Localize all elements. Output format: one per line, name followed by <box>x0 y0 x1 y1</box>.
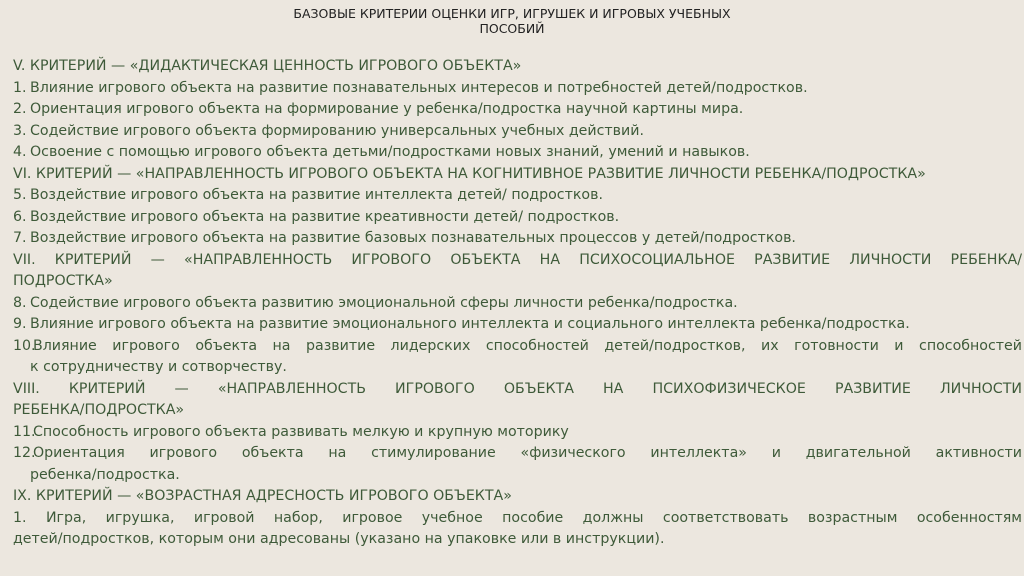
list-item: 6. Воздействие игрового объекта на развитие креативности детей/ подростков. <box>13 208 620 225</box>
page-title <box>0 6 1024 36</box>
title-line-2: ПОСОБИЙ <box>479 21 545 36</box>
criteria-list <box>13 56 1022 551</box>
list-item: 3. Содействие игрового объекта формированию универсальных учебных действий. <box>13 122 644 139</box>
title-line-1: БАЗОВЫЕ КРИТЕРИИ ОЦЕНКИ ИГР, ИГРУШЕК И ИГРОВЫХ УЧЕБНЫХ <box>293 6 731 21</box>
list-item: 4. Освоение с помощью игрового объекта детьми/подростками новых знаний, умений и навыков. <box>13 144 750 160</box>
list-item-continuation: ребенка/подростка. <box>30 466 180 483</box>
criterion-6-header: VI. КРИТЕРИЙ — «НАПРАВЛЕННОСТЬ ИГРОВОГО ОБЪЕКТА НА КОГНИТИВНОЕ РАЗВИТИЕ ЛИЧНОСТИ РЕБЕНКА/ПОДРОСТКА» <box>13 165 926 182</box>
list-item: 11. Способность игрового объекта развивать мелкую и крупную моторику <box>13 423 569 440</box>
list-item: 8. Содействие игрового объекта развитию эмоциональной сферы личности ребенка/подростка. <box>13 294 738 311</box>
list-item: 5. Воздействие игрового объекта на развитие интеллекта детей/ подростков. <box>13 187 603 203</box>
list-item: 10. Влияние игрового объекта на развитие лидерских способностей детей/подростков, их готовности и способностей <box>13 337 1022 354</box>
criterion-5-header: V. КРИТЕРИЙ — «ДИДАКТИЧЕСКАЯ ЦЕННОСТЬ ИГРОВОГО ОБЪЕКТА» <box>13 58 522 74</box>
list-item: 2. Ориентация игрового объекта на формирование у ребенка/подростка научной картины мира. <box>13 101 744 117</box>
criterion-9-header: IX. КРИТЕРИЙ — «ВОЗРАСТНАЯ АДРЕСНОСТЬ ИГРОВОГО ОБЪЕКТА» <box>13 488 512 504</box>
criterion-7-header-cont: ПОДРОСТКА» <box>13 273 113 289</box>
list-item: 9. Влияние игрового объекта на развитие эмоционального интеллекта и социального интеллекта ребенка/подростка. <box>13 316 910 332</box>
criterion-7-header: VII. КРИТЕРИЙ — «НАПРАВЛЕННОСТЬ ИГРОВОГО ОБЪЕКТА НА ПСИХОСОЦИАЛЬНОЕ РАЗВИТИЕ ЛИЧНОСТИ РЕБЕНКА/ <box>13 251 1022 268</box>
criterion-8-header-cont: РЕБЕНКА/ПОДРОСТКА» <box>13 402 185 418</box>
criterion-8-header: VIII. КРИТЕРИЙ — «НАПРАВЛЕННОСТЬ ИГРОВОГО ОБЪЕКТА НА ПСИХОФИЗИЧЕСКОЕ РАЗВИТИЕ ЛИЧНОСТИ <box>13 380 1022 397</box>
list-item: 1. Влияние игрового объекта на развитие познавательных интересов и потребностей детей/подростков. <box>13 79 808 96</box>
criterion-9-item-cont: детей/подростков, которым они адресованы (указано на упаковке или в инструкции). <box>13 531 665 547</box>
list-item: 7. Воздействие игрового объекта на развитие базовых познавательных процессов у детей/подростков. <box>13 230 796 246</box>
criterion-9-item: 1. Игра, игрушка, игровой набор, игровое учебное пособие должны соответствовать возрастным особенностям <box>13 509 1022 526</box>
list-item-continuation: к сотрудничеству и сотворчеству. <box>30 359 287 375</box>
list-item: 12. Ориентация игрового объекта на стимулирование «физического интеллекта» и двигательной активности <box>13 445 1022 461</box>
